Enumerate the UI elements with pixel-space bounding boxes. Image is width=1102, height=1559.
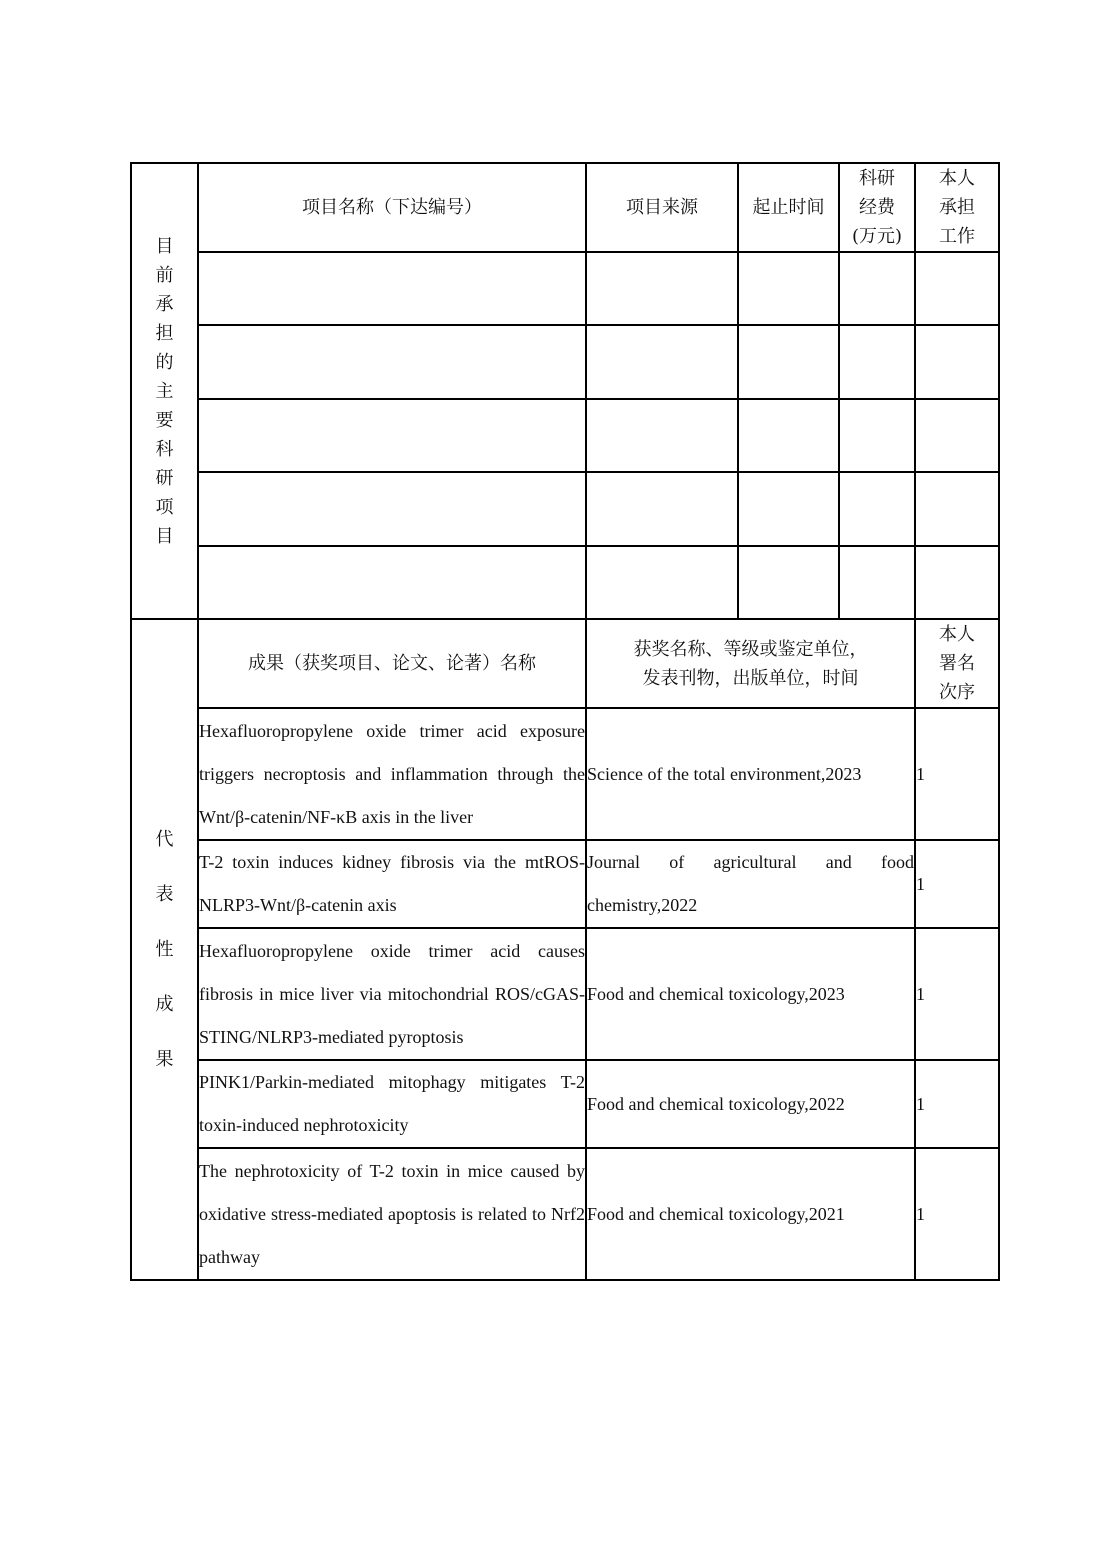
publication-header-line: 发表刊物，出版单位，时间 [642, 667, 859, 689]
project-name-cell[interactable] [198, 472, 586, 546]
project-funding-cell[interactable] [839, 399, 915, 472]
achievement-title-cell: Hexafluoropropylene oxide trimer acid exposure triggers necroptosis and inflammation through the Wnt/β-catenin/NF-κB axis in the liver [198, 708, 586, 840]
project-source-cell[interactable] [586, 472, 738, 546]
projects-side-label [131, 163, 198, 619]
side-label-char: 表 [155, 884, 174, 905]
project-source-cell[interactable] [586, 399, 738, 472]
side-label-char: 项 [155, 496, 174, 518]
achievement-publication-cell: Food and chemical toxicology,2023 [586, 928, 915, 1060]
side-label-char: 代 [155, 829, 174, 850]
side-label-char: 主 [155, 380, 174, 402]
side-label-char: 果 [155, 1049, 174, 1070]
project-row [131, 472, 999, 546]
project-name-cell[interactable] [198, 546, 586, 619]
side-label-char: 目 [155, 235, 174, 257]
form-frame [130, 162, 998, 1280]
research-form-table [130, 162, 1000, 1281]
project-role-cell[interactable] [915, 472, 999, 546]
achievement-order-cell: 1 [915, 1060, 999, 1148]
side-label-char: 担 [155, 322, 174, 344]
funding-header-line: (万元) [851, 226, 903, 247]
project-funding-header [839, 163, 915, 252]
achievements-header-row [131, 619, 999, 708]
project-row [131, 399, 999, 472]
role-header-line: 本人 [939, 168, 975, 189]
project-period-header: 起止时间 [738, 163, 839, 252]
achievement-title-cell: T-2 toxin induces kidney fibrosis via the mtROS-NLRP3-Wnt/β-catenin axis [198, 840, 586, 928]
project-source-cell[interactable] [586, 325, 738, 399]
achievement-order-header [915, 619, 999, 708]
achievement-row [131, 708, 999, 840]
project-role-cell[interactable] [915, 399, 999, 472]
side-label-char: 性 [155, 939, 174, 960]
role-header-line: 工作 [939, 226, 975, 247]
side-label-char: 研 [155, 467, 174, 489]
publication-header-line: 获奖名称、等级或鉴定单位， [633, 638, 868, 660]
project-role-cell[interactable] [915, 325, 999, 399]
achievement-order-cell: 1 [915, 1148, 999, 1280]
achievement-publication-cell: Journal of agricultural and food chemistry,2022 [586, 840, 915, 928]
funding-header-line: 科研 [859, 168, 895, 189]
achievement-publication-cell: Food and chemical toxicology,2022 [586, 1060, 915, 1148]
project-source-header: 项目来源 [586, 163, 738, 252]
project-period-cell[interactable] [738, 252, 839, 325]
project-funding-cell[interactable] [839, 325, 915, 399]
project-funding-cell[interactable] [839, 546, 915, 619]
achievement-row [131, 1060, 999, 1148]
project-period-cell[interactable] [738, 546, 839, 619]
side-label-char: 科 [155, 438, 174, 460]
side-label-char: 前 [155, 264, 174, 286]
side-label-char: 成 [155, 994, 174, 1015]
achievement-row [131, 840, 999, 928]
project-period-cell[interactable] [738, 399, 839, 472]
project-funding-cell[interactable] [839, 252, 915, 325]
side-label-char: 的 [155, 351, 174, 373]
projects-header-row [131, 163, 999, 252]
project-period-cell[interactable] [738, 472, 839, 546]
project-funding-cell[interactable] [839, 472, 915, 546]
achievement-row [131, 1148, 999, 1280]
project-row [131, 252, 999, 325]
project-role-cell[interactable] [915, 546, 999, 619]
achievement-title-cell: PINK1/Parkin-mediated mitophagy mitigates T-2 toxin-induced nephrotoxicity [198, 1060, 586, 1148]
achievements-side-label [131, 619, 198, 1280]
achievement-publication-header [586, 619, 915, 708]
project-name-header: 项目名称（下达编号） [198, 163, 586, 252]
funding-header-line: 经费 [859, 197, 895, 218]
project-role-cell[interactable] [915, 252, 999, 325]
order-header-line: 署名 [939, 653, 975, 674]
achievement-order-cell: 1 [915, 708, 999, 840]
project-role-header [915, 163, 999, 252]
side-label-char: 要 [155, 409, 174, 431]
achievement-publication-cell: Science of the total environment,2023 [586, 708, 915, 840]
achievement-title-cell: The nephrotoxicity of T-2 toxin in mice caused by oxidative stress-mediated apoptosis is related to Nrf2 pathway [198, 1148, 586, 1280]
project-source-cell[interactable] [586, 252, 738, 325]
achievement-order-cell: 1 [915, 840, 999, 928]
project-name-cell[interactable] [198, 252, 586, 325]
achievement-title-header: 成果（获奖项目、论文、论著）名称 [198, 619, 586, 708]
project-row [131, 325, 999, 399]
project-name-cell[interactable] [198, 399, 586, 472]
project-source-cell[interactable] [586, 546, 738, 619]
project-row [131, 546, 999, 619]
achievement-title-cell: Hexafluoropropylene oxide trimer acid causes fibrosis in mice liver via mitochondrial ROS/cGAS-STING/NLRP3-mediated pyroptosis [198, 928, 586, 1060]
order-header-line: 本人 [939, 624, 975, 645]
side-label-char: 目 [155, 525, 174, 547]
project-period-cell[interactable] [738, 325, 839, 399]
side-label-char: 承 [155, 293, 174, 315]
role-header-line: 承担 [939, 197, 975, 218]
achievement-order-cell: 1 [915, 928, 999, 1060]
achievement-publication-cell: Food and chemical toxicology,2021 [586, 1148, 915, 1280]
achievement-row [131, 928, 999, 1060]
order-header-line: 次序 [939, 682, 975, 703]
project-name-cell[interactable] [198, 325, 586, 399]
